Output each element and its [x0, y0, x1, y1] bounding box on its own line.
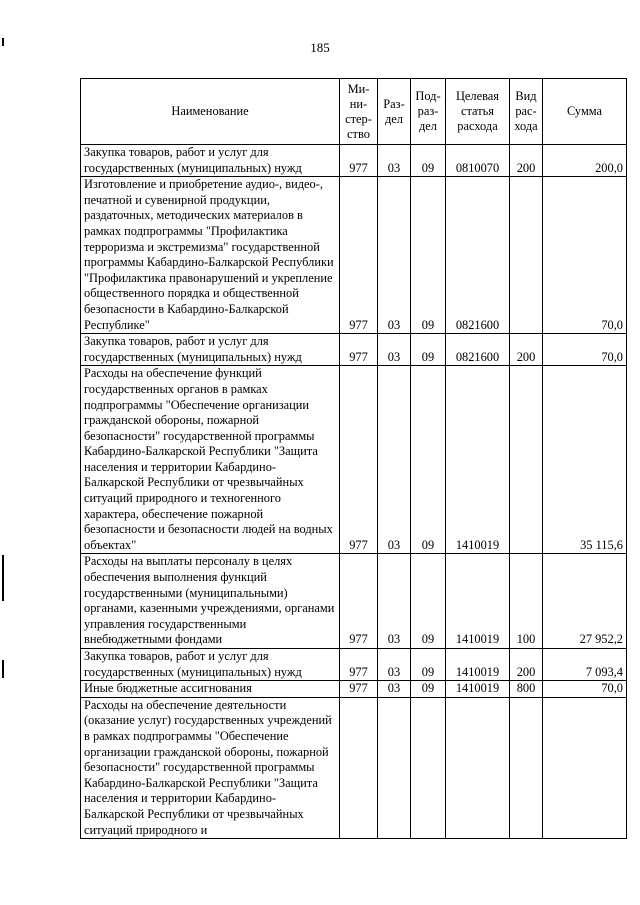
- cell-subsection: 09: [411, 366, 446, 554]
- cell-expense-type: 200: [510, 334, 543, 366]
- cell-expense-type: 800: [510, 681, 543, 698]
- header-row: [81, 79, 627, 145]
- header-sum: Сумма: [543, 79, 627, 145]
- cell-section: 03: [378, 145, 411, 177]
- cell-sum: 70,0: [543, 681, 627, 698]
- table-row: [81, 554, 627, 649]
- cell-name: Расходы на выплаты персоналу в целях обеспечения выполнения функций государственными (муниципальными) органами, казенными учреждениями, органами управления государственными внебюджетными фондами: [81, 554, 340, 649]
- cell-section: 03: [378, 334, 411, 366]
- header-name: Наименование: [81, 79, 340, 145]
- cell-subsection: 09: [411, 334, 446, 366]
- cell-ministry: 977: [340, 681, 378, 698]
- cell-target: 1410019: [446, 554, 510, 649]
- cell-expense-type: 200: [510, 649, 543, 681]
- cell-section: 03: [378, 681, 411, 698]
- table-row: [81, 649, 627, 681]
- cell-subsection: 09: [411, 177, 446, 334]
- table-row: [81, 177, 627, 334]
- table-row: [81, 334, 627, 366]
- table-row: [81, 681, 627, 698]
- cell-expense-type: 200: [510, 145, 543, 177]
- margin-mark: [2, 660, 4, 678]
- cell-target: 0821600: [446, 334, 510, 366]
- cell-target: 0821600: [446, 177, 510, 334]
- cell-name: Расходы на обеспечение функций государственных органов в рамках подпрограммы "Обеспечение организации гражданской обороны, пожарной безопасности" государственной программы Кабардино-Балкарской Республики "Защита населения и территории Кабардино-Балкарской Республики от чрезвычайных ситуаций природного и техногенного характера, обеспечение пожарной безопасности и безопасности людей на водных объектах": [81, 366, 340, 554]
- cell-sum: [543, 697, 627, 838]
- cell-ministry: 977: [340, 649, 378, 681]
- cell-subsection: [411, 697, 446, 838]
- cell-sum: 27 952,2: [543, 554, 627, 649]
- cell-expense-type: [510, 366, 543, 554]
- cell-subsection: 09: [411, 681, 446, 698]
- header-target: Целевая статья расхода: [446, 79, 510, 145]
- cell-target: 1410019: [446, 681, 510, 698]
- header-expense-type: Вид рас- хода: [510, 79, 543, 145]
- cell-name: Иные бюджетные ассигнования: [81, 681, 340, 698]
- cell-ministry: 977: [340, 554, 378, 649]
- cell-expense-type: [510, 697, 543, 838]
- cell-sum: 35 115,6: [543, 366, 627, 554]
- header-ministry: Ми- ни- стер- ство: [340, 79, 378, 145]
- margin-mark: [2, 555, 4, 601]
- cell-subsection: 09: [411, 145, 446, 177]
- cell-section: 03: [378, 366, 411, 554]
- cell-name: Закупка товаров, работ и услуг для государственных (муниципальных) нужд: [81, 145, 340, 177]
- cell-name: Закупка товаров, работ и услуг для государственных (муниципальных) нужд: [81, 334, 340, 366]
- budget-table: [80, 78, 627, 839]
- cell-expense-type: 100: [510, 554, 543, 649]
- cell-ministry: 977: [340, 145, 378, 177]
- cell-name: Закупка товаров, работ и услуг для государственных (муниципальных) нужд: [81, 649, 340, 681]
- cell-subsection: 09: [411, 554, 446, 649]
- cell-sum: 70,0: [543, 334, 627, 366]
- cell-name: Изготовление и приобретение аудио-, видео-, печатной и сувенирной продукции, раздаточных, методических материалов в рамках подпрограммы "Профилактика терроризма и экстремизма" государственной программы Кабардино-Балкарской Республики "Профилактика правонарушений и укрепление общественного порядка и общественной безопасности в Кабардино-Балкарской Республике": [81, 177, 340, 334]
- page-number: 185: [310, 40, 330, 55]
- cell-ministry: 977: [340, 334, 378, 366]
- table-row: [81, 697, 627, 838]
- cell-name: Расходы на обеспечение деятельности (оказание услуг) государственных учреждений в рамках подпрограммы "Обеспечение организации гражданской обороны, пожарной безопасности" государственной программы Кабардино-Балкарской Республики "Защита населения и территории Кабардино-Балкарской Республики от чрезвычайных ситуаций природного и: [81, 697, 340, 838]
- cell-expense-type: [510, 177, 543, 334]
- cell-target: 0810070: [446, 145, 510, 177]
- cell-section: 03: [378, 554, 411, 649]
- cell-section: 03: [378, 649, 411, 681]
- cell-subsection: 09: [411, 649, 446, 681]
- header-section: Раз- дел: [378, 79, 411, 145]
- cell-section: [378, 697, 411, 838]
- cell-ministry: 977: [340, 366, 378, 554]
- cell-ministry: 977: [340, 177, 378, 334]
- cell-sum: 70,0: [543, 177, 627, 334]
- cell-sum: 200,0: [543, 145, 627, 177]
- table-row: [81, 366, 627, 554]
- header-subsection: Под- раз- дел: [411, 79, 446, 145]
- cell-section: 03: [378, 177, 411, 334]
- table-row: [81, 145, 627, 177]
- cell-target: 1410019: [446, 366, 510, 554]
- cell-target: 1410019: [446, 649, 510, 681]
- margin-mark: [2, 38, 4, 46]
- cell-target: [446, 697, 510, 838]
- cell-sum: 7 093,4: [543, 649, 627, 681]
- cell-ministry: [340, 697, 378, 838]
